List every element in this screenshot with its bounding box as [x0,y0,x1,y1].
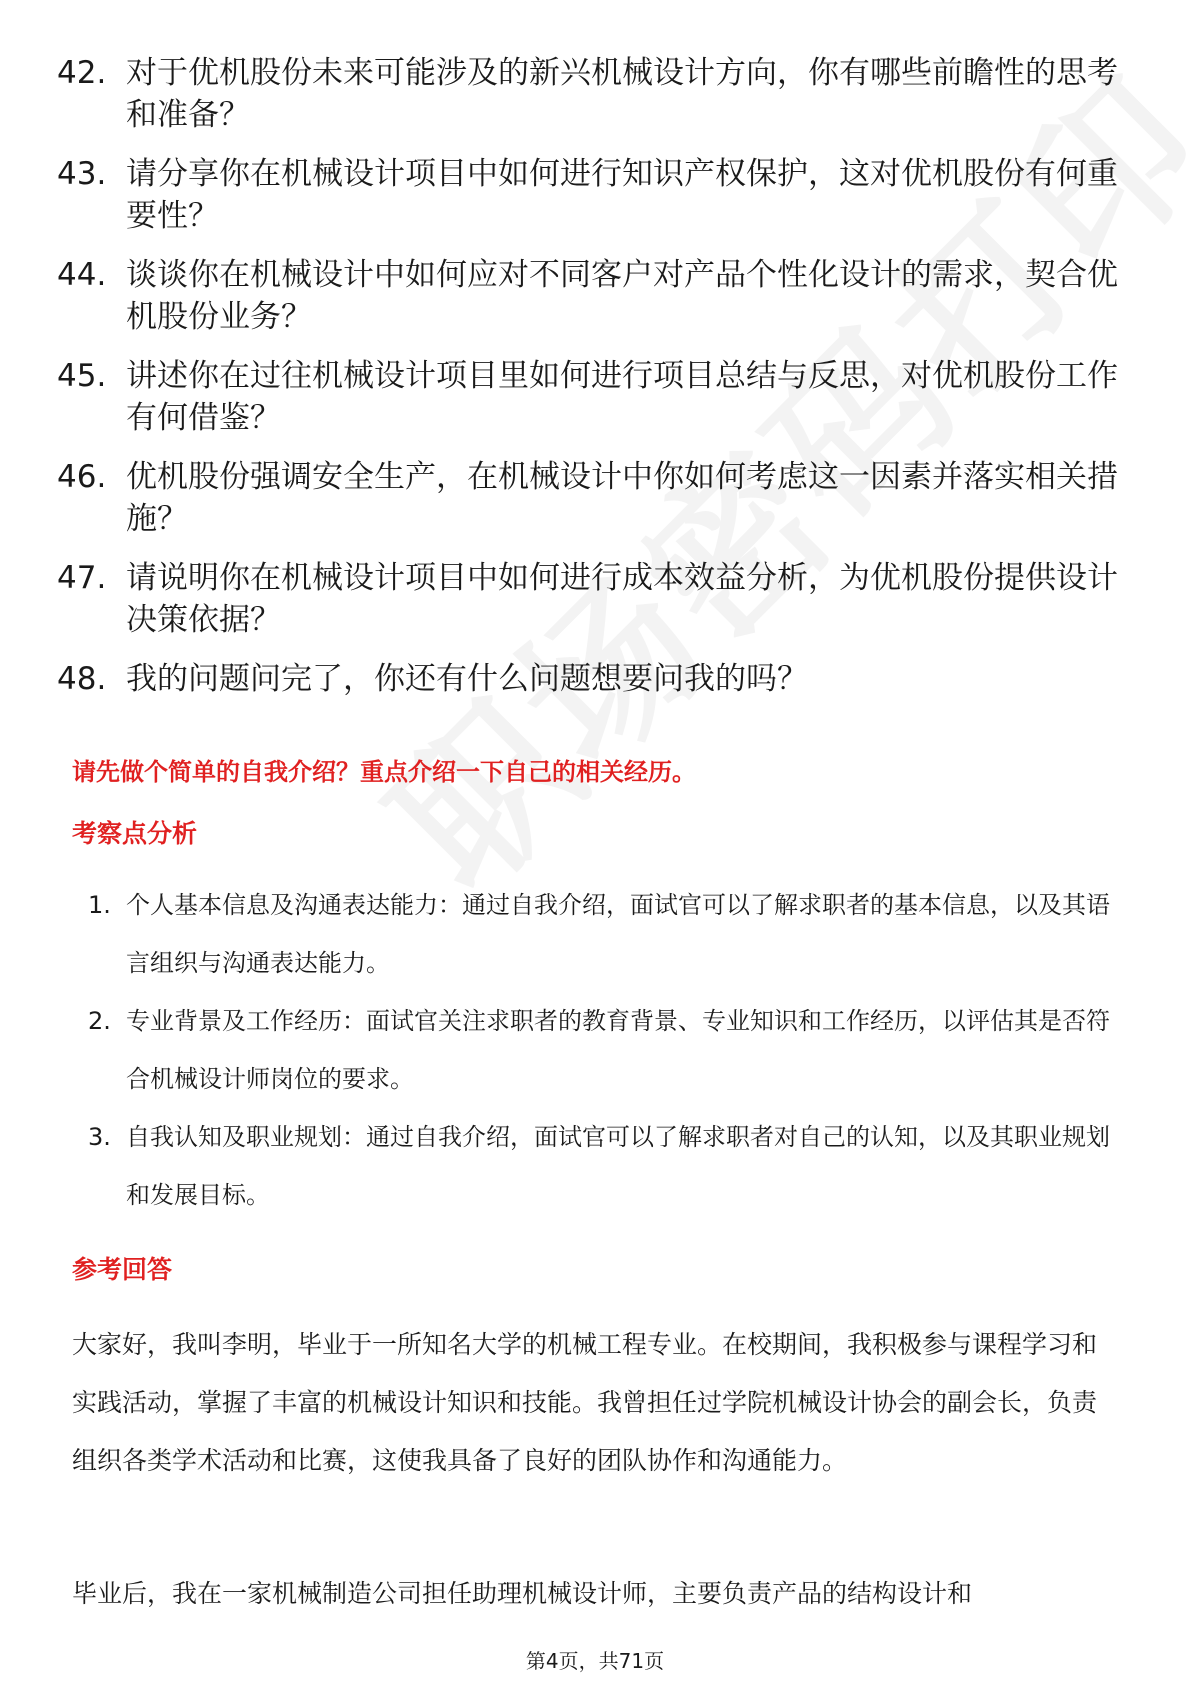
analysis-text: 专业背景及工作经历：面试官关注求职者的教育背景、专业知识和工作经历，以评估其是否符合机械设计师岗位的要求。 [126,1007,1110,1093]
question-text: 讲述你在过往机械设计项目里如何进行项目总结与反思，对优机股份工作有何借鉴？ [126,358,1118,436]
question-item [0,557,1190,641]
main-question-heading: 请先做个简单的自我介绍？重点介绍一下自己的相关经历。 [72,758,696,786]
question-number: 42. [57,55,107,91]
answer-paragraph: 大家好，我叫李明，毕业于一所知名大学的机械工程专业。在校期间，我积极参与课程学习和实践活动，掌握了丰富的机械设计知识和技能。我曾担任过学院机械设计协会的副会长，负责组织各类学术活动和比赛，这使我具备了良好的团队协作和沟通能力。 [72,1330,1098,1475]
question-number: 43. [57,156,107,192]
answer-heading: 参考回答 [72,1255,173,1284]
question-item [0,658,1190,700]
analysis-number: 2. [88,1007,111,1035]
answer-paragraph: 毕业后，我在一家机械制造公司担任助理机械设计师，主要负责产品的结构设计和 [72,1579,973,1608]
question-text: 谈谈你在机械设计中如何应对不同客户对产品个性化设计的需求，契合优机股份业务？ [126,257,1118,335]
question-text: 请分享你在机械设计项目中如何进行知识产权保护，这对优机股份有何重要性？ [126,156,1118,234]
question-number: 46. [57,459,107,495]
question-number: 47. [57,560,107,596]
question-number: 44. [57,257,107,293]
question-number: 48. [57,661,107,697]
analysis-item [0,1108,1190,1224]
question-text: 我的问题问完了，你还有什么问题想要问我的吗？ [126,661,808,697]
analysis-list [0,876,1190,1224]
question-item [0,254,1190,338]
analysis-text: 自我认知及职业规划：通过自我介绍，面试官可以了解求职者对自己的认知，以及其职业规划和发展目标。 [126,1123,1110,1209]
analysis-item [0,992,1190,1108]
analysis-item [0,876,1190,992]
question-item [0,153,1190,237]
analysis-heading: 考察点分析 [72,819,198,848]
analysis-text: 个人基本信息及沟通表达能力：通过自我介绍，面试官可以了解求职者的基本信息，以及其语言组织与沟通表达能力。 [126,891,1110,977]
question-number: 45. [57,358,107,394]
question-item [0,456,1190,540]
question-item [0,355,1190,439]
question-text: 对于优机股份未来可能涉及的新兴机械设计方向，你有哪些前瞻性的思考和准备？ [126,55,1118,133]
question-list [0,52,1190,717]
analysis-number: 1. [88,891,111,919]
question-item [0,52,1190,136]
question-text: 优机股份强调安全生产，在机械设计中你如何考虑这一因素并落实相关措施？ [126,459,1118,537]
analysis-number: 3. [88,1123,111,1151]
page-footer: 第4页，共71页 [525,1649,665,1673]
question-text: 请说明你在机械设计项目中如何进行成本效益分析，为优机股份提供设计决策依据？ [126,560,1118,638]
